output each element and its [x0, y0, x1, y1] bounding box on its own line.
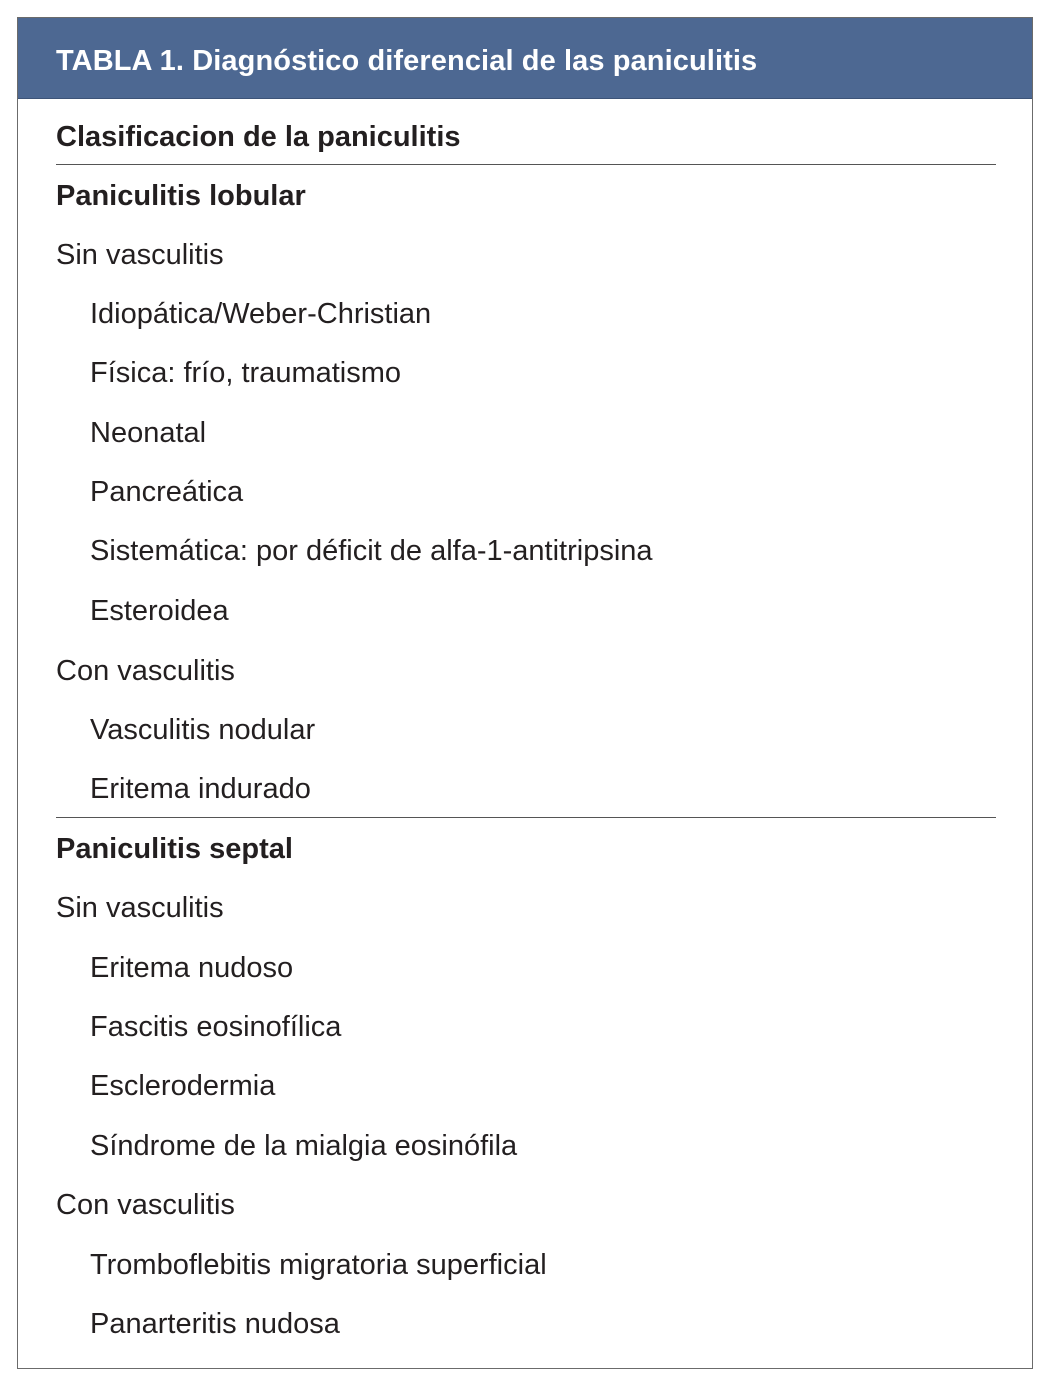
list-item: Esclerodermia [90, 1070, 276, 1102]
differential-diagnosis-table [17, 17, 1033, 1369]
group-lobular-sin-vasculitis: Sin vasculitis [56, 239, 224, 271]
column-header: Clasificacion de la paniculitis [56, 121, 461, 153]
section-title-lobular: Paniculitis lobular [56, 180, 306, 212]
list-item: Neonatal [90, 417, 207, 449]
group-lobular-con-vasculitis: Con vasculitis [56, 655, 235, 687]
list-item: Esteroidea [90, 595, 229, 627]
list-item: Panarteritis nudosa [90, 1308, 340, 1340]
list-item: Eritema nudoso [90, 952, 294, 984]
section-title-septal: Paniculitis septal [56, 833, 293, 865]
group-septal-con-vasculitis: Con vasculitis [56, 1189, 235, 1221]
table-header-bar [18, 18, 1032, 99]
group-septal-sin-vasculitis: Sin vasculitis [56, 892, 224, 924]
header-divider [56, 164, 996, 165]
list-item: Eritema indurado [90, 773, 311, 805]
list-item: Vasculitis nodular [90, 714, 316, 746]
section-divider [56, 817, 996, 818]
list-item: Tromboflebitis migratoria superficial [90, 1249, 547, 1281]
list-item: Pancreática [90, 476, 244, 508]
list-item: Síndrome de la mialgia eosinófila [90, 1130, 518, 1162]
list-item: Física: frío, traumatismo [90, 357, 402, 389]
list-item: Idiopática/Weber-Christian [90, 298, 432, 330]
list-item: Fascitis eosinofílica [90, 1011, 342, 1043]
list-item: Sistemática: por déficit de alfa-1-antitripsina [90, 535, 653, 567]
table-title: TABLA 1. Diagnóstico diferencial de las paniculitis [56, 45, 758, 77]
